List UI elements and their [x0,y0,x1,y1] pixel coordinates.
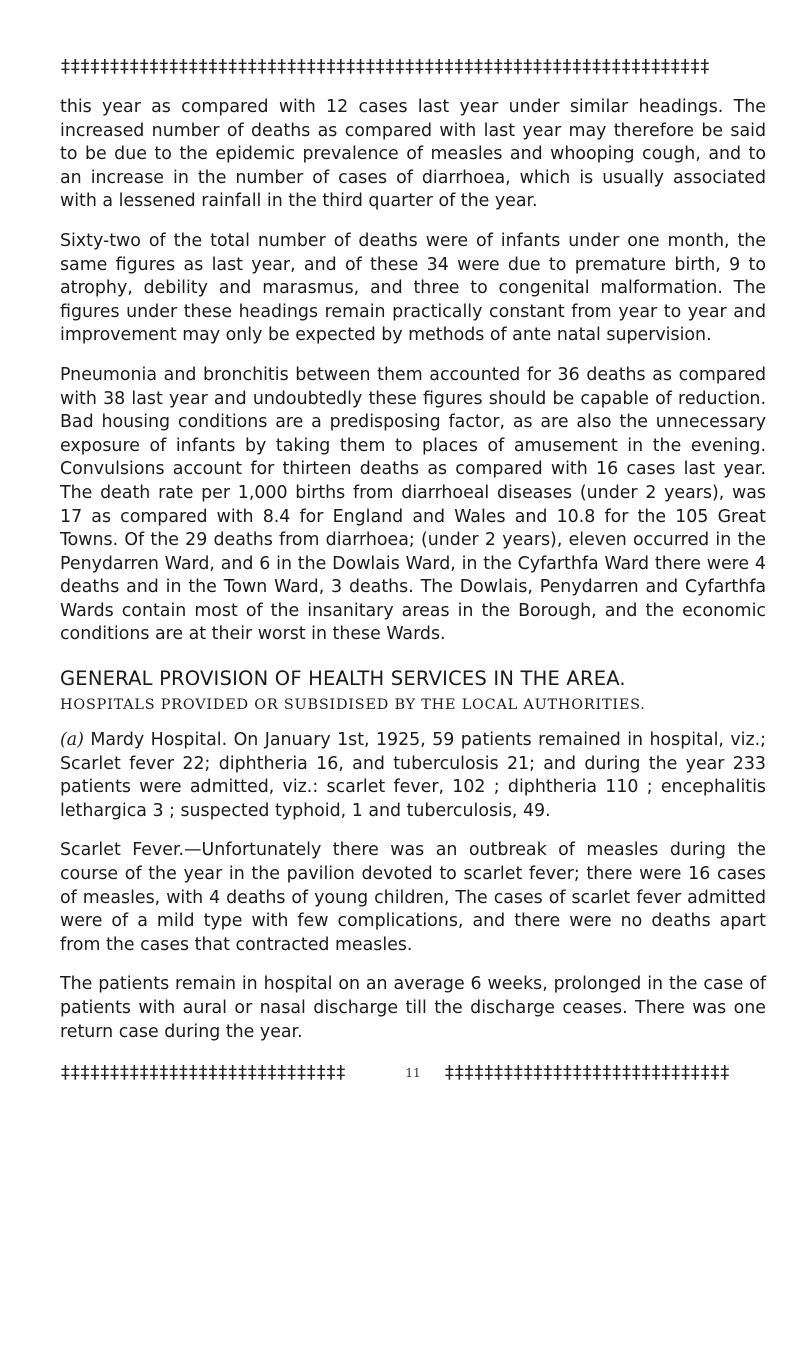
paragraph-continuation: this year as compared with 12 cases last year under similar headings. The increased number of deaths as compared with last year may therefore be said to be due to the epidemic prevalence of measles and whooping cough, and to an increase in the number of cases of diarrhoea, which is usually associated with a lessened rainfall in the third quarter of the year. [60,97,766,212]
paragraph-mardy-hospital [60,729,766,823]
document-page [60,58,766,1082]
page-number: 11 [405,1066,421,1081]
section-subheading: HOSPITALS PROVIDED OR SUBSIDISED BY THE LOCAL AUTHORITIES. [60,697,646,714]
paragraph-patients-remain: The patients remain in hospital on an average 6 weeks, prolonged in the case of patients with aural or nasal discharge till the discharge ceases. There was one return case during the year. [60,974,766,1042]
bottom-left-ornament-rule: ‡‡‡‡‡‡‡‡‡‡‡‡‡‡‡‡‡‡‡‡‡‡‡‡‡‡‡‡‡ [60,1064,346,1083]
top-ornament-rule: ‡‡‡‡‡‡‡‡‡‡‡‡‡‡‡‡‡‡‡‡‡‡‡‡‡‡‡‡‡‡‡‡‡‡‡‡‡‡‡‡‡‡‡‡‡‡‡‡‡‡‡‡‡‡‡‡‡‡‡‡‡‡‡‡‡‡ [60,58,710,76]
paragraph-infant-deaths: Sixty-two of the total number of deaths were of infants under one month, the same figures as last year, and of these 34 were due to premature birth, 9 to atrophy, debility and marasmus, and three to congenital malformation. The figures under these headings remain practically constant from year to year and improvement may only be expected by methods of ante natal supervision. [60,230,766,346]
section-heading: GENERAL PROVISION OF HEALTH SERVICES IN THE AREA. [60,667,626,691]
bottom-right-ornament-rule: ‡‡‡‡‡‡‡‡‡‡‡‡‡‡‡‡‡‡‡‡‡‡‡‡‡‡‡‡‡ [444,1064,730,1083]
item-a-text: Mardy Hospital. On January 1st, 1925, 59 patients remained in hospital, viz.; Scarlet fever 22; diphtheria 16, and tuberculosis 21; and during the year 233 patients were admitted, viz.: scarlet fever, 102 ; diphtheria 110 ; encephalitis lethargica 3 ; suspected typhoid, 1 and tuberculosis, 49. [60,730,766,821]
paragraph-pneumonia-bronchitis: Pneumonia and bronchitis between them accounted for 36 deaths as compared with 38 last year and undoubtedly these figures should be capable of reduction. Bad housing conditions are a predisposing factor, as are also the unnecessary exposure of infants by taking them to places of amusement in the evening. Convulsions account for thirteen deaths as compared with 16 cases last year. The death rate per 1,000 births from diarrhoeal diseases (under 2 years), was 17 as compared with 8.4 for England and Wales and 10.8 for the 105 Great Towns. Of the 29 deaths from diarrhoea; (under 2 years), eleven occurred in the Penydarren Ward, and 6 in the Dowlais Ward, in the Cyfarthfa Ward there were 4 deaths and in the Town Ward, 3 deaths. The Dowlais, Penydarren and Cyfarthfa Wards contain most of the insanitary areas in the Borough, and the economic conditions are at their worst in these Wards. [60,364,766,645]
item-a-label: (a) [60,730,84,751]
paragraph-scarlet-fever: Scarlet Fever.—Unfortunately there was an outbreak of measles during the course of the year in the pavilion devoted to scarlet fever; there were 16 cases of measles, with 4 deaths of young children, The cases of scarlet fever admitted were of a mild type with few complications, and there were no deaths apart from the cases that contracted measles. [60,840,766,955]
page-footer [60,1064,766,1082]
